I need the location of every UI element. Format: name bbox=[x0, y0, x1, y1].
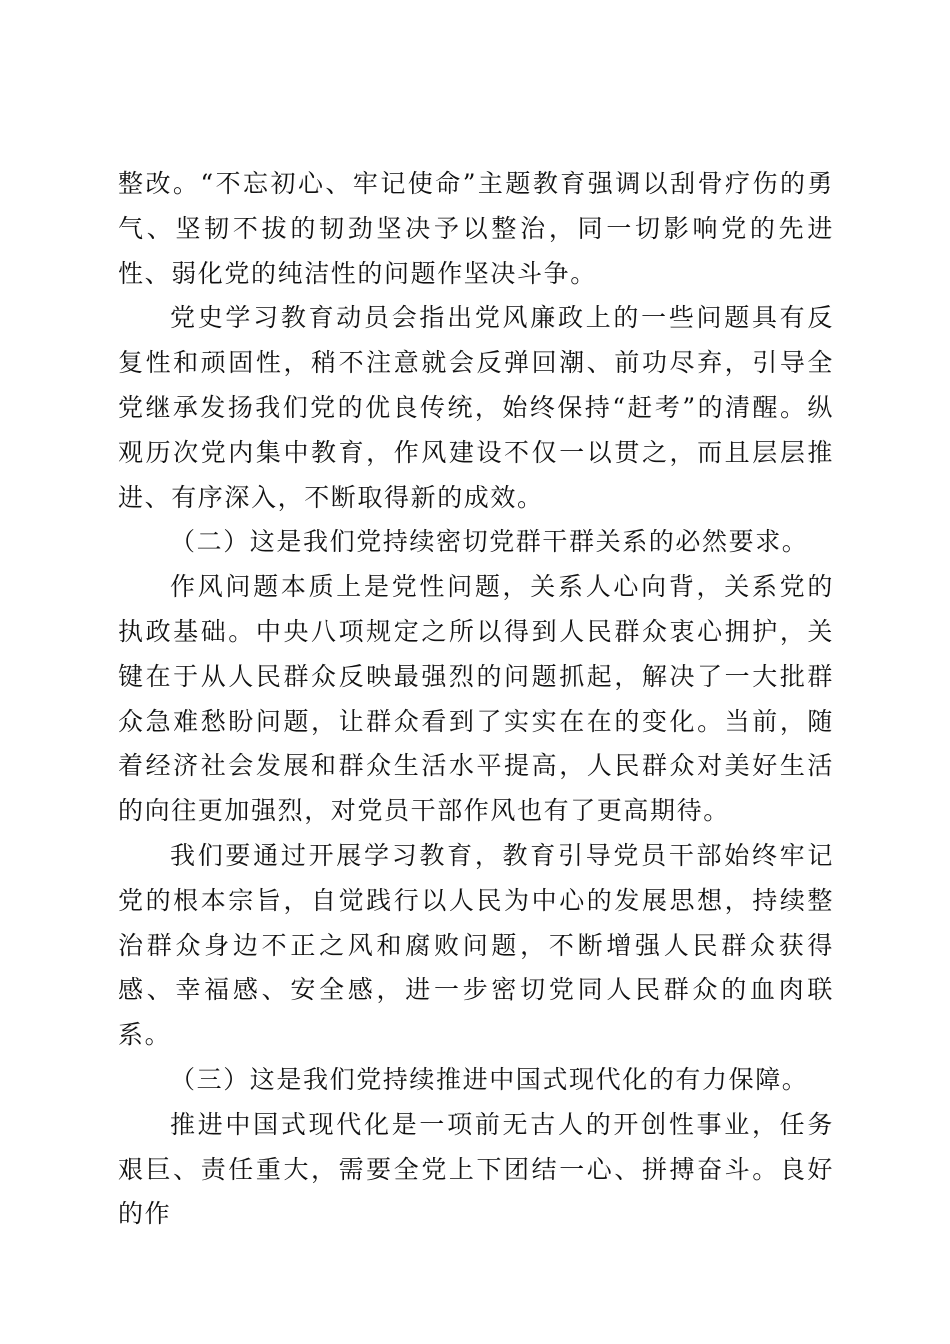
paragraph-body: 推进中国式现代化是一项前无古人的开创性事业，任务艰巨、责任重大，需要全党上下团结一心、拼搏奋斗。良好的作 bbox=[118, 1109, 834, 1229]
paragraph-body: 党史学习教育动员会指出党风廉政上的一些问题具有反复性和顽固性，稍不注意就会反弹回潮、前功尽弃，引导全党继承发扬我们党的优良传统，始终保持“赶考”的清醒。纵观历次党内集中教育，作风建设不仅一以贯之，而且层层推进、有序深入，不断取得新的成效。 bbox=[118, 303, 834, 512]
section-heading: （三）这是我们党持续推进中国式现代化的有力保障。 bbox=[170, 1064, 809, 1094]
paragraph-continuation: 整改。“不忘初心、牢记使命”主题教育强调以刮骨疗伤的勇气、坚韧不拔的韧劲坚决予以整治，同一切影响党的先进性、弱化党的纯洁性的问题作坚决斗争。 bbox=[118, 169, 834, 288]
paragraph-body: 我们要通过开展学习教育，教育引导党员干部始终牢记党的根本宗旨，自觉践行以人民为中心的发展思想，持续整治群众身边不正之风和腐败问题，不断增强人民群众获得感、幸福感、安全感，进一步密切党同人民群众的血肉联系。 bbox=[118, 840, 834, 1050]
section-heading: （二）这是我们党持续密切党群干群关系的必然要求。 bbox=[170, 527, 809, 557]
document-body bbox=[118, 162, 834, 1237]
paragraph-body: 作风问题本质上是党性问题，关系人心向背，关系党的执政基础。中央八项规定之所以得到人民群众衷心拥护，关键在于从人民群众反映最强烈的问题抓起，解决了一大批群众急难愁盼问题，让群众看到了实实在在的变化。当前，随着经济社会发展和群众生活水平提高，人民群众对美好生活的向往更加强烈，对党员干部作风也有了更高期待。 bbox=[118, 572, 834, 826]
